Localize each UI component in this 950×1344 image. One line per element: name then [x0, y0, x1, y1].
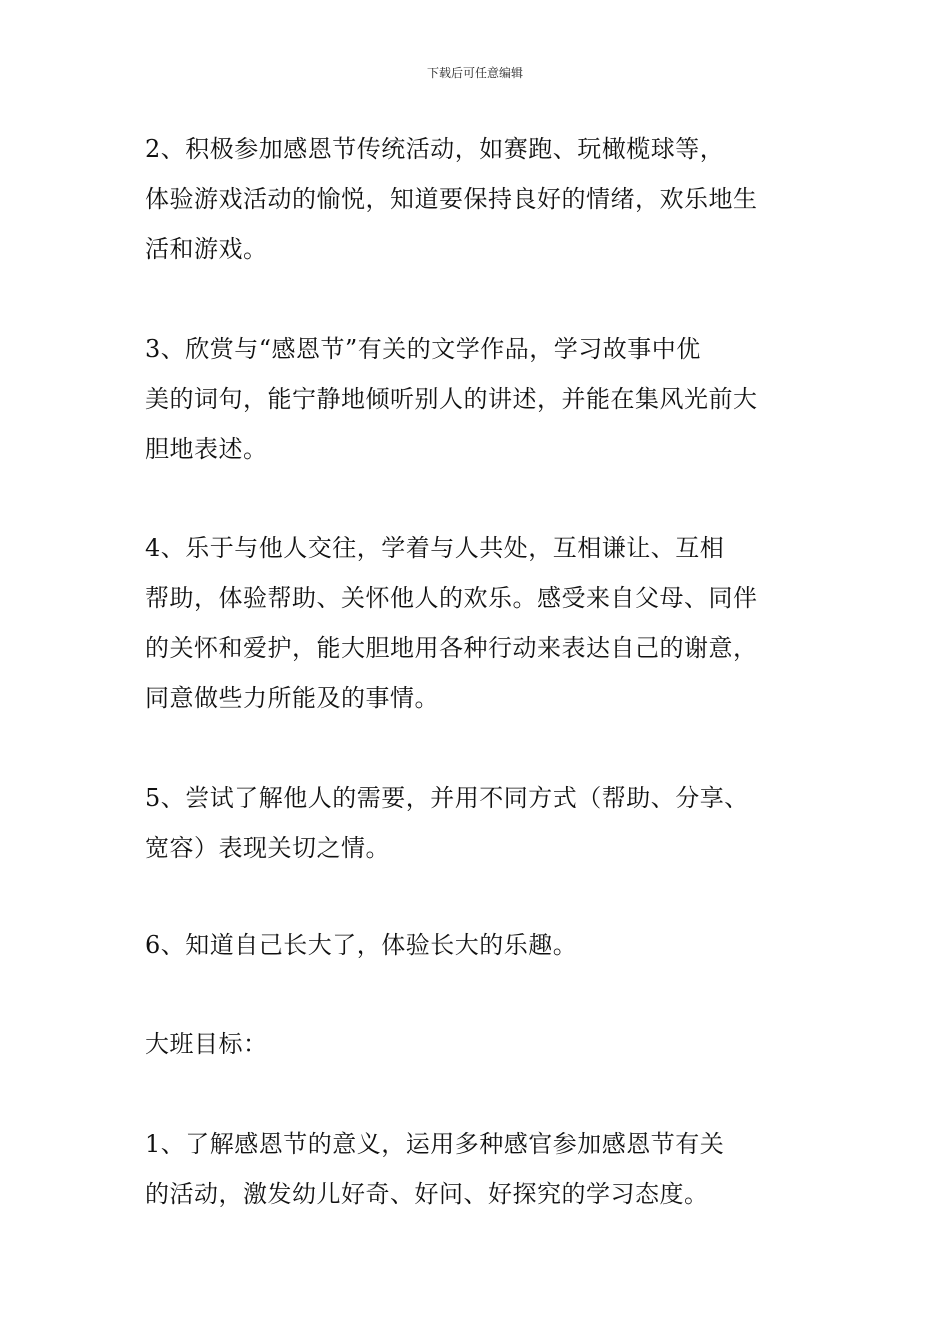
paragraph-line: 4、乐于与他人交往，学着与人共处，互相谦让、互相: [145, 534, 725, 562]
paragraph-line: 5、尝试了解他人的需要，并用不同方式（帮助、分享、: [145, 784, 749, 812]
paragraph-line: 2、积极参加感恩节传统活动，如赛跑、玩橄榄球等，: [145, 135, 725, 163]
paragraph-goal-3: [145, 324, 810, 474]
paragraph-line: 3、欣赏与“感恩节”有关的文学作品，学习故事中优: [145, 335, 701, 363]
paragraph-line: 美的词句，能宁静地倾听别人的讲述，并能在集风光前大: [145, 385, 758, 413]
paragraph-line: 活和游戏。: [145, 235, 268, 263]
paragraph-line: 体验游戏活动的愉悦，知道要保持良好的情绪，欢乐地生: [145, 185, 758, 213]
paragraph-line: 帮助，体验帮助、关怀他人的欢乐。感受来自父母、同伴: [145, 584, 758, 612]
paragraph-line: 宽容）表现关切之情。: [145, 834, 390, 862]
paragraph-line: 的活动，激发幼儿好奇、好问、好探究的学习态度。: [145, 1180, 709, 1208]
paragraph-line: 1、了解感恩节的意义，运用多种感官参加感恩节有关: [145, 1130, 725, 1158]
paragraph-goal-5: [145, 773, 810, 873]
paragraph-goal-4: [145, 523, 810, 723]
paragraph-line: 6、知道自己长大了，体验长大的乐趣。: [145, 931, 578, 959]
paragraph-line: 大班目标：: [145, 1030, 268, 1058]
paragraph-line: 同意做些力所能及的事情。: [145, 684, 439, 712]
paragraph-goal-2: [145, 124, 810, 274]
paragraph-line: 的关怀和爱护，能大胆地用各种行动来表达自己的谢意，: [145, 634, 758, 662]
paragraph-goal-6: [145, 920, 810, 970]
paragraph-senior-goal-1: [145, 1119, 810, 1219]
section-heading-senior-class-goals: [145, 1019, 810, 1069]
paragraph-line: 胆地表述。: [145, 435, 268, 463]
page-header: 下载后可任意编辑: [426, 66, 523, 80]
